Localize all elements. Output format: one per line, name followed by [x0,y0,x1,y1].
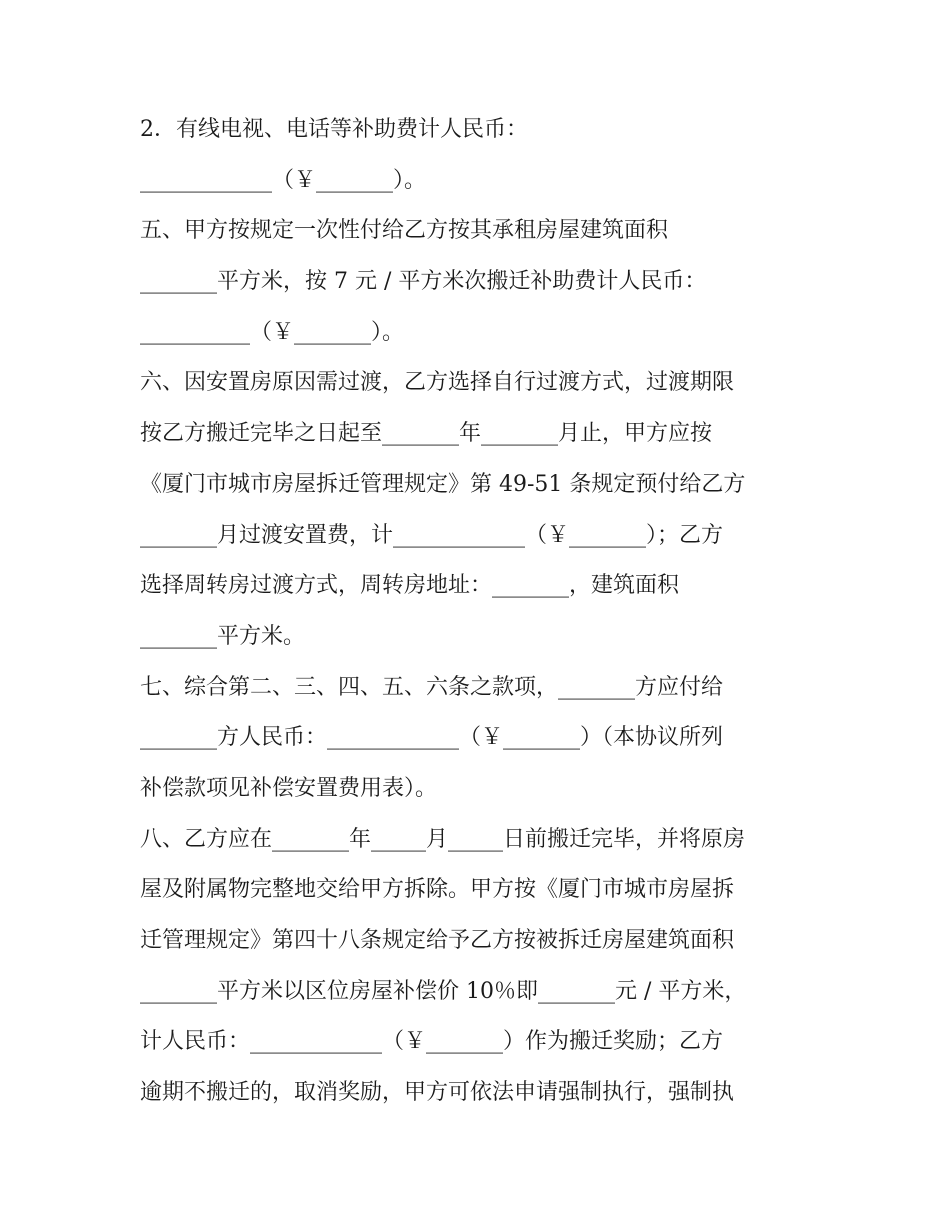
text-line: _______月过渡安置费，计____________（￥_______）；乙方 [140,523,724,548]
text-line: _______方人民币：____________（￥_______）（本协议所列 [140,725,724,750]
text-line: 选择周转房过渡方式，周转房地址：_______，建筑面积 [140,573,680,598]
text-line: 补偿款项见补偿安置费用表）。 [140,776,438,801]
text-line: 按乙方搬迁完毕之日起至_______年_______月止，甲方应按 [140,421,713,446]
text-line: _______平方米。 [140,624,306,649]
text-line: 六、因安置房原因需过渡，乙方选择自行过渡方式，过渡期限 [140,370,735,395]
text-line: _______平方米，按 7 元 / 平方米次搬迁补助费计人民币： [140,269,707,294]
text-line: 计人民币：____________（￥_______）作为搬迁奖励；乙方 [140,1029,724,1054]
text-line: 逾期不搬迁的，取消奖励，甲方可依法申请强制执行，强制执 [140,1080,735,1105]
text-line: _______平方米以区位房屋补偿价 10％即_______元 / 平方米， [140,979,747,1004]
text-line: 迁管理规定》第四十八条规定给予乙方按被拆迁房屋建筑面积 [140,928,735,953]
text-line: __________（￥_______）。 [140,320,405,345]
text-line: 七、综合第二、三、四、五、六条之款项，_______方应付给 [140,675,724,700]
text-line: ____________（￥_______）。 [140,168,427,193]
text-line: 五、甲方按规定一次性付给乙方按其承租房屋建筑面积 [140,218,669,243]
text-line: 屋及附属物完整地交给甲方拆除。甲方按《厦门市城市房屋拆 [140,877,735,902]
text-line: 2．有线电视、电话等补助费计人民币： [140,117,528,142]
text-line: 《厦门市城市房屋拆迁管理规定》第 49-51 条规定预付给乙方 [140,472,746,497]
text-line: 八、乙方应在_______年_____月_____日前搬迁完毕，并将原房 [140,827,746,852]
